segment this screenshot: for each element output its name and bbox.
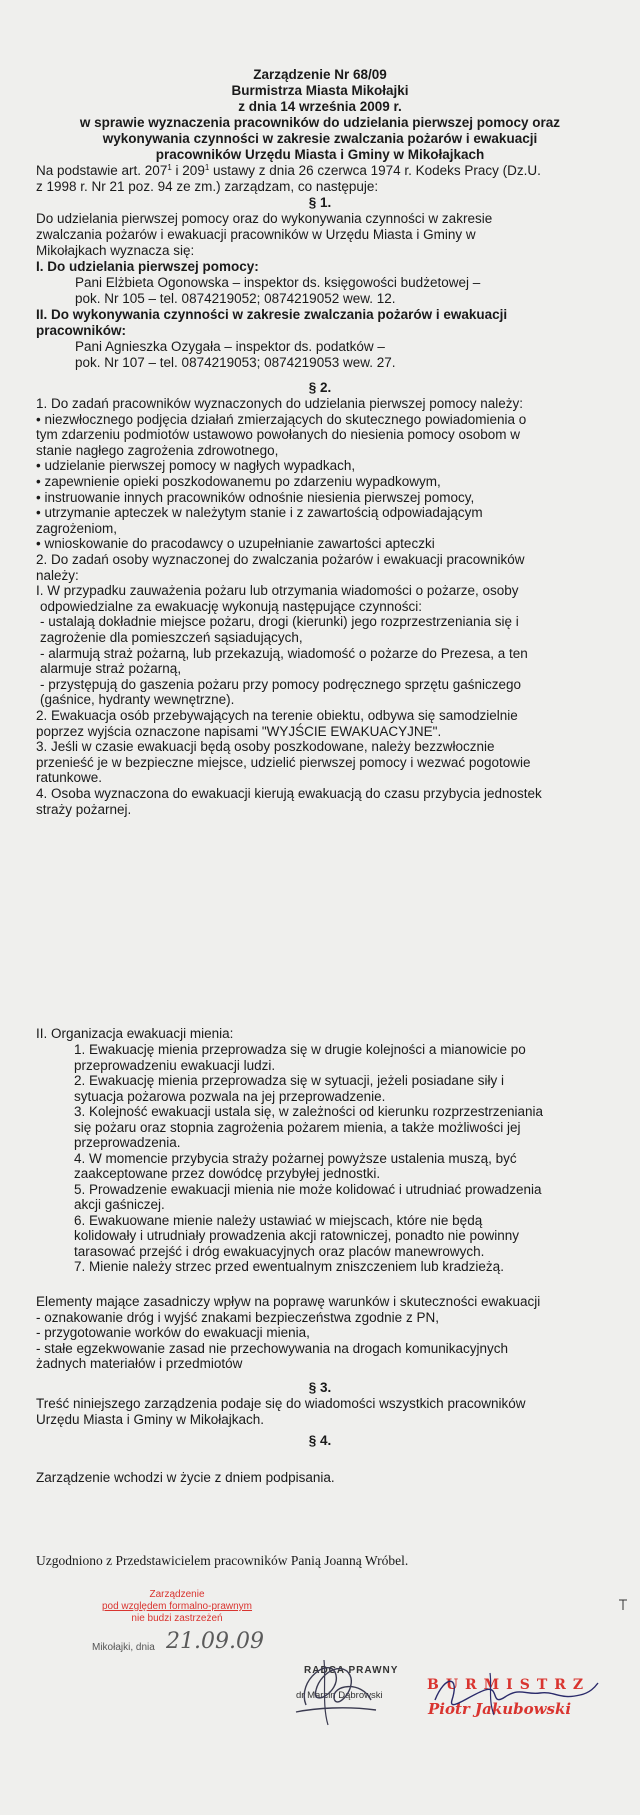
fire-heading: pracowników: xyxy=(36,323,127,338)
stamp-line: pod względem formalno-prawnym xyxy=(101,1601,253,1612)
property-line: 5. Prowadzenie ewakuacji mienia nie może kolidować i utrudniać prowadzenia xyxy=(74,1181,542,1197)
paragraph-line: • utrzymanie apteczek w należytym stanie i z zawartością odpowiadającym xyxy=(36,505,483,521)
paragraph-line: zwalczania pożarów i ewakuacji pracowników w Urzędu Miasta i Gminy w xyxy=(36,227,476,242)
handwritten-date: 21.09.09 xyxy=(166,1629,264,1654)
first-aid-heading: I. Do udzielania pierwszej pomocy: xyxy=(36,259,259,274)
elements-line: - przygotowanie worków do ewakuacji mienia, xyxy=(36,1325,310,1341)
document-date: z dnia 14 września 2009 r. xyxy=(238,99,402,114)
mayor-name-stamp: Piotr Jakubowski xyxy=(428,1700,572,1718)
property-line: 4. W momencie przybycia straży pożarnej powyższe ustalenia muszą, być xyxy=(74,1150,517,1166)
paragraph-line: 4. Osoba wyznaczona do ewakuacji kierują ewakuacją do czasu przybycia jednostek xyxy=(36,786,542,801)
counsel-name: dr Marcin Dąbrowski xyxy=(296,1690,383,1701)
property-line: zaakceptowane przez dowódcę przybyłej jednostki. xyxy=(74,1166,381,1181)
agreement-note: Uzgodniono z Przedstawicielem pracowników Panią Joanną Wróbel. xyxy=(36,1553,409,1568)
paragraph-line: Urzędu Miasta i Gminy w Mikołajkach. xyxy=(36,1412,265,1427)
subject-line: w sprawie wyznaczenia pracowników do udzielania pierwszej pomocy oraz xyxy=(79,115,561,130)
property-line: kolidowały i utrudniały prowadzenia akcji ratowniczej, ponadto nie powinny xyxy=(74,1228,519,1243)
paragraph-line: I. W przypadku zauważenia pożaru lub otrzymania wiadomości o pożarze, osoby xyxy=(36,583,519,599)
paragraph-line: alarmuje straż pożarną, xyxy=(40,661,182,677)
section-heading-3: § 3. xyxy=(308,1380,332,1395)
document-title: Zarządzenie Nr 68/09 xyxy=(253,67,387,82)
property-line: sytuacja pożarowa pozwala na jej przeprowadzenie. xyxy=(74,1088,386,1104)
paragraph-line: Zarządzenie wchodzi w życie z dniem podpisania. xyxy=(36,1470,335,1485)
paragraph-line: - ustalają dokładnie miejsce pożaru, drogi (kierunki) jego rozprzestrzeniania się i xyxy=(40,614,519,630)
counsel-signature xyxy=(276,1650,386,1730)
paragraph-line: - przystępują do gaszenia pożaru przy pomocy podręcznego sprzętu gaśniczego xyxy=(40,676,522,692)
paragraph-line: • udzielanie pierwszej pomocy w nagłych wypadkach, xyxy=(36,458,356,474)
paragraph-line: tym zdarzeniu podmiotów ustawowo powołanych do niesienia pomocy osobom w xyxy=(36,427,521,443)
property-line: się pożaru oraz stopnia zagrożenia pożarem mienia, a także możliwości jej xyxy=(74,1119,521,1135)
property-line: przeprowadzenia. xyxy=(74,1135,181,1150)
property-line: 1. Ewakuację mienia przeprowadza się w drugie kolejności a mianowicie po xyxy=(74,1042,526,1057)
legal-approval-stamp xyxy=(82,1589,272,1625)
paragraph-line: • zapewnienie opieki poszkodowanemu po zdarzeniu wypadkowym, xyxy=(36,474,441,489)
fire-person: Pani Agnieszka Ozygała – inspektor ds. podatków – xyxy=(75,339,385,354)
property-line: 6. Ewakuowane mienie należy ustawiać w miejscach, które nie będą xyxy=(74,1212,483,1228)
mayor-signature xyxy=(430,1665,600,1725)
section-heading-1: § 1. xyxy=(308,195,332,210)
document-issuer: Burmistrza Miasta Mikołajki xyxy=(231,83,409,98)
paragraph-line: odpowiedzialne za ewakuację wykonują następujące czynności: xyxy=(40,598,422,614)
paragraph-line: 2. Do zadań osoby wyznaczonej do zwalczania pożarów i ewakuacji pracowników xyxy=(36,552,525,567)
counsel-title: RADCA PRAWNY xyxy=(304,1665,399,1676)
fire-person: pok. Nr 107 – tel. 0874219053; 0874219053 wew. 27. xyxy=(75,355,396,370)
paragraph-line: zagrożeniom, xyxy=(36,520,118,536)
mayor-title-stamp: BURMISTRZ xyxy=(427,1677,591,1693)
elements-line: żadnych materiałów i przedmiotów xyxy=(36,1356,243,1372)
paragraph-line: przenieść je w bezpieczne miejsce, udzielić pierwszej pomocy i wezwać pogotowie xyxy=(36,754,531,770)
property-line: 2. Ewakuację mienia przeprowadza się w sytuacji, jeżeli posiadane siły i xyxy=(74,1073,504,1088)
paragraph-line: (gaśnice, hydranty wewnętrzne). xyxy=(40,692,235,708)
property-heading: II. Organizacja ewakuacji mienia: xyxy=(36,1026,234,1041)
paragraph-line: Treść niniejszego zarządzenia podaje się do wiadomości wszystkich pracowników xyxy=(36,1396,526,1411)
section-heading-4: § 4. xyxy=(308,1433,332,1448)
property-line: tarasować przejść i dróg ewakuacyjnych oraz placów manewrowych. xyxy=(74,1243,485,1259)
stamp-line: Zarządzenie xyxy=(149,1589,205,1600)
fire-heading: II. Do wykonywania czynności w zakresie zwalczania pożarów i ewakuacji xyxy=(36,307,508,322)
paragraph-line: • niezwłocznego podjęcia działań zmierzających do skutecznego powiadomienia o xyxy=(36,411,527,427)
paragraph-line: • wnioskowanie do pracodawcy o uzupełnianie zawartości apteczki xyxy=(36,536,435,552)
property-line: 7. Mienie należy strzec przed ewentualnym zniszczeniem lub kradzieżą. xyxy=(74,1259,504,1274)
mark-icon xyxy=(618,1598,628,1612)
subject-line: wykonywania czynności w zakresie zwalczania pożarów i ewakuacji xyxy=(102,131,538,146)
paragraph-line: należy: xyxy=(36,567,79,583)
stamp-line: nie budzi zastrzeżeń xyxy=(131,1613,223,1624)
paragraph-line: 2. Ewakuacja osób przebywających na terenie obiektu, odbywa się samodzielnie xyxy=(36,708,518,723)
paragraph-line: stanie nagłego zagrożenia zdrowotnego, xyxy=(36,442,279,458)
elements-line: - oznakowanie dróg i wyjść znakami bezpieczeństwa zgodnie z PN, xyxy=(36,1309,439,1325)
subject-line: pracowników Urzędu Miasta i Gminy w Mikołajkach xyxy=(155,147,485,162)
paragraph-line: zagrożenie dla pomieszczeń sąsiadujących, xyxy=(40,630,303,645)
paragraph-line: Do udzielania pierwszej pomocy oraz do wykonywania czynności w zakresie xyxy=(36,211,493,226)
first-aid-person: Pani Elżbieta Ogonowska – inspektor ds. księgowości budżetowej – xyxy=(75,275,481,290)
paragraph-line: 3. Jeśli w czasie ewakuacji będą osoby poszkodowane, należy bezzwłocznie xyxy=(36,739,495,755)
paragraph-line: Mikołajkach wyznacza się: xyxy=(36,243,195,258)
section-heading-2: § 2. xyxy=(308,380,332,395)
paragraph-line: ratunkowe. xyxy=(36,770,103,786)
paragraph-line: poprzez wyjścia oznaczone napisami "WYJŚCIE EWAKUACYJNE". xyxy=(36,723,442,739)
first-aid-person: pok. Nr 105 – tel. 0874219052; 0874219052 wew. 12. xyxy=(75,291,396,306)
property-line: przeprowadzeniu ewakuacji ludzi. xyxy=(74,1057,276,1073)
elements-line: - stałe egzekwowanie zasad nie przechowywania na drogach komunikacyjnych xyxy=(36,1340,509,1356)
paragraph-line: - alarmują straż pożarną, lub przekazują, wiadomość o pożarze do Prezesa, a ten xyxy=(40,645,528,661)
legal-basis-line: z 1998 r. Nr 21 poz. 94 ze zm.) zarządzam, co następuje: xyxy=(36,179,379,194)
paragraph-line: 1. Do zadań pracowników wyznaczonych do udzielania pierwszej pomocy należy: xyxy=(36,396,524,411)
paragraph-line: straży pożarnej. xyxy=(36,801,132,817)
paragraph-line: • instruowanie innych pracowników odnośnie niesienia pierwszej pomocy, xyxy=(36,489,475,505)
property-line: 3. Kolejność ewakuacji ustala się, w zależności od kierunku rozprzestrzeniania xyxy=(74,1104,543,1119)
stamp-date-prefix: Mikołajki, dnia xyxy=(92,1642,155,1653)
legal-basis-line: Na podstawie art. $207^1$ i $209^1$ ustawy z dnia 26 czerwca 1974 r. Kodeks Pracy (Dz.U. xyxy=(36,163,541,178)
elements-line: Elementy mające zasadniczy wpływ na poprawę warunków i skuteczności ewakuacji xyxy=(36,1294,541,1309)
property-line: akcji gaśniczej. xyxy=(74,1197,165,1212)
